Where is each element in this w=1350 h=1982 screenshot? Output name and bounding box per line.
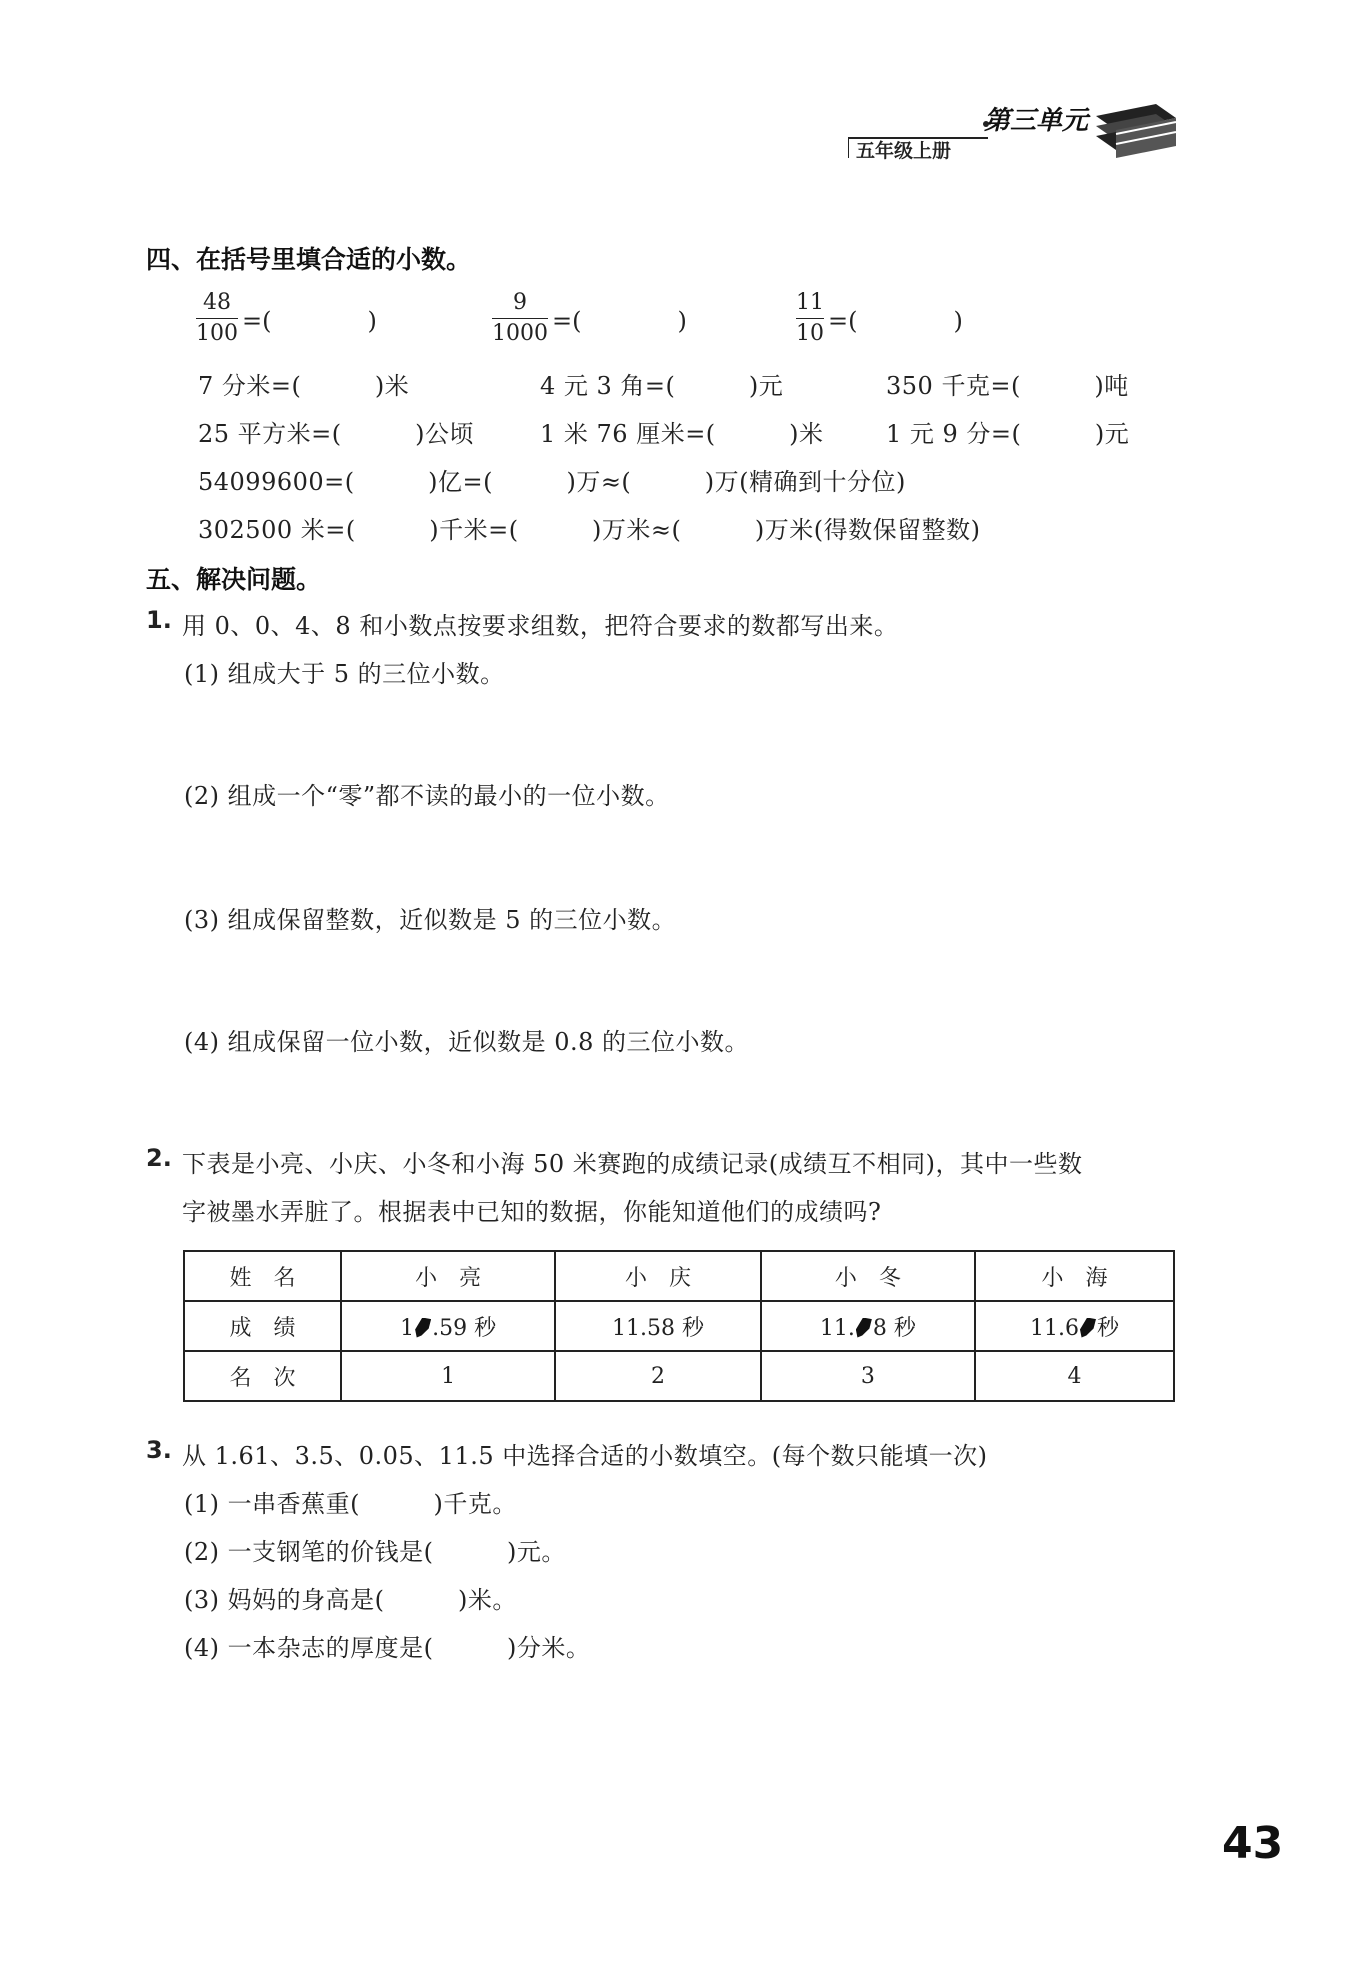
numerator: 11 [796, 290, 824, 315]
denominator: 100 [196, 321, 238, 346]
fraction-blank: =( ) [552, 307, 687, 335]
table-row [184, 1251, 1174, 1301]
fill-item: 25 平方米=( )公顷 [198, 420, 475, 448]
table-cell: 3 [761, 1351, 975, 1401]
page-number: 43 [1222, 1818, 1284, 1869]
unit-header [848, 106, 1168, 164]
section4-title: 四、在括号里填合适的小数。 [146, 245, 472, 274]
sub-question: (4) 组成保留一位小数，近似数是 0.8 的三位小数。 [184, 1028, 750, 1056]
numerator: 48 [203, 290, 231, 315]
question-text: 下表是小亮、小庆、小冬和小海 50 米赛跑的成绩记录(成绩互不相同)，其中一些数 [182, 1150, 1083, 1178]
score-part: 11. [819, 1315, 855, 1341]
ink-blot-icon [415, 1318, 431, 1338]
fill-item: 54099600=( )亿=( )万≈( )万(精确到十分位) [198, 468, 906, 496]
score-table [183, 1250, 1175, 1402]
unit-label: 第三单元 [984, 106, 1089, 136]
row-label: 名 次 [184, 1351, 341, 1401]
row-label: 成 绩 [184, 1301, 341, 1351]
table-cell: 1 [341, 1351, 555, 1401]
denominator: 1000 [492, 321, 548, 346]
table-cell: 小 亮 [341, 1251, 555, 1301]
ink-blot-icon [1080, 1318, 1096, 1338]
table-row [184, 1301, 1174, 1351]
table-cell: 4 [975, 1351, 1174, 1401]
table-cell [555, 1301, 760, 1351]
table-cell: 小 冬 [761, 1251, 975, 1301]
sub-question: (1) 组成大于 5 的三位小数。 [184, 660, 505, 688]
score-part: 秒 [1096, 1315, 1119, 1341]
fraction-item [796, 288, 963, 349]
table-cell [761, 1301, 975, 1351]
fill-item: 1 米 76 厘米=( )米 [540, 420, 824, 448]
question-text: 字被墨水弄脏了。根据表中已知的数据，你能知道他们的成绩吗? [182, 1198, 882, 1226]
sub-question: (4) 一本杂志的厚度是( )分米。 [184, 1634, 591, 1662]
section5-title: 五、解决问题。 [146, 565, 322, 594]
table-cell: 小 海 [975, 1251, 1174, 1301]
fraction-blank: =( ) [828, 307, 963, 335]
grade-label: 五年级上册 [856, 140, 952, 162]
numerator: 9 [513, 290, 527, 315]
question-number: 3. [146, 1436, 172, 1464]
sub-question: (3) 妈妈的身高是( )米。 [184, 1586, 517, 1614]
question-text: 从 1.61、3.5、0.05、11.5 中选择合适的小数填空。(每个数只能填一次) [182, 1442, 988, 1470]
row-label: 姓 名 [184, 1251, 341, 1301]
score-part: 1 [400, 1315, 415, 1341]
sub-question: (2) 一支钢笔的价钱是( )元。 [184, 1538, 566, 1566]
score-part: 11.58 秒 [611, 1315, 704, 1341]
sub-question: (3) 组成保留整数，近似数是 5 的三位小数。 [184, 906, 677, 934]
question-text: 用 0、0、4、8 和小数点按要求组数，把符合要求的数都写出来。 [182, 612, 899, 640]
denominator: 10 [796, 321, 824, 346]
fraction-blank: =( ) [242, 307, 377, 335]
table-cell [341, 1301, 555, 1351]
question-number: 2. [146, 1144, 172, 1172]
fraction-item [492, 288, 687, 349]
score-part: 8 秒 [872, 1315, 916, 1341]
fill-item: 7 分米=( )米 [198, 372, 410, 400]
question-number: 1. [146, 606, 172, 634]
score-part: .59 秒 [432, 1315, 497, 1341]
ink-blot-icon [856, 1318, 872, 1338]
table-row [184, 1351, 1174, 1401]
sub-question: (2) 组成一个“零”都不读的最小的一位小数。 [184, 782, 670, 810]
fill-item: 302500 米=( )千米=( )万米≈( )万米(得数保留整数) [198, 516, 981, 544]
fill-item: 350 千克=( )吨 [886, 372, 1129, 400]
score-part: 11.6 [1029, 1315, 1079, 1341]
table-cell: 小 庆 [555, 1251, 760, 1301]
table-cell: 2 [555, 1351, 760, 1401]
fraction-item [196, 288, 377, 349]
table-cell [975, 1301, 1174, 1351]
fill-item: 1 元 9 分=( )元 [886, 420, 1130, 448]
fill-item: 4 元 3 角=( )元 [540, 372, 784, 400]
sub-question: (1) 一串香蕉重( )千克。 [184, 1490, 517, 1518]
